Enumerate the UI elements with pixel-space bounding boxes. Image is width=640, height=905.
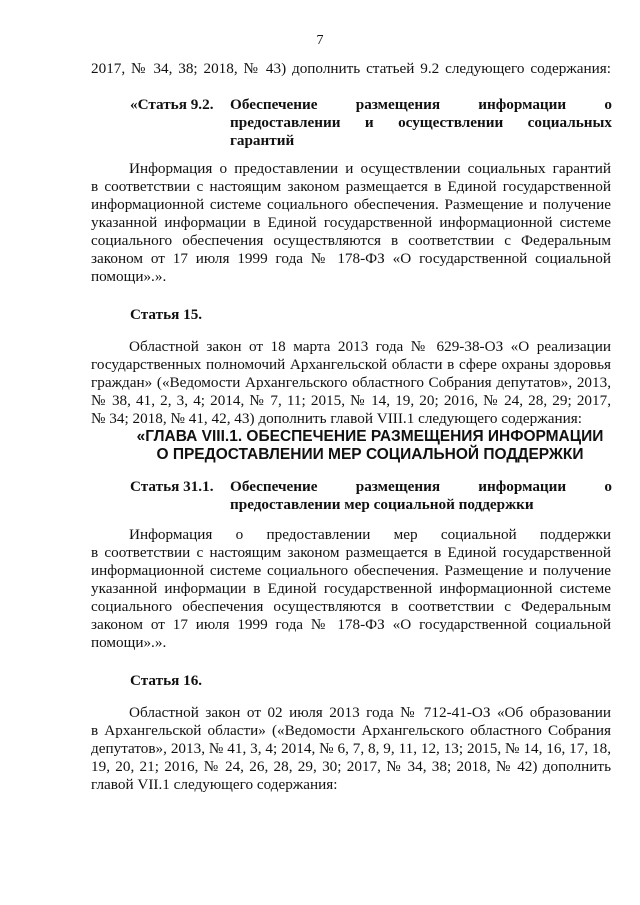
chapter-line: «ГЛАВА VIII.1. ОБЕСПЕЧЕНИЕ РАЗМЕЩЕНИЯ ИНФОРМАЦИИ bbox=[136, 428, 604, 445]
text-line: Областной закон от 02 июля 2013 года № 712-41-ОЗ «Об образовании bbox=[129, 704, 611, 721]
text-line: в Архангельской области» («Ведомости Архангельского областного Собрания bbox=[91, 722, 611, 739]
text-line: в соответствии с настоящим законом размещается в Единой государственной bbox=[91, 544, 611, 561]
text-line: указанной информации в Единой государственной информационной системе bbox=[91, 214, 611, 231]
text-line: Областной закон от 18 марта 2013 года № 629-38-ОЗ «О реализации bbox=[129, 338, 611, 355]
text-line: 19, 20, 21; 2016, № 24, 26, 28, 29, 30; 2017, № 34, 38; 2018, № 42) дополнить bbox=[91, 758, 611, 775]
article-16-paragraph bbox=[91, 704, 611, 794]
text-line: информационной системе социального обеспечения. Размещение и получение bbox=[91, 562, 611, 579]
text-line: главой VII.1 следующего содержания: bbox=[91, 776, 338, 793]
text-line: Информация о предоставлении мер социальной поддержки bbox=[129, 526, 611, 543]
chapter-line: О ПРЕДОСТАВЛЕНИИ МЕР СОЦИАЛЬНОЙ ПОДДЕРЖКИ bbox=[156, 446, 584, 463]
article-title bbox=[230, 96, 612, 150]
text-line: помощи».». bbox=[91, 634, 167, 651]
text-line: № 38, 41, 2, 3, 4; 2014, № 7, 11; 2015, № 14, 19, 20; 2016, № 24, 28, 29; 2017, bbox=[91, 392, 611, 409]
text-line: в соответствии с настоящим законом размещается в Единой государственной bbox=[91, 178, 611, 195]
text-line: граждан» («Ведомости Архангельского областного Собрания депутатов», 2013, bbox=[91, 374, 611, 391]
title-line: гарантий bbox=[230, 132, 295, 149]
text-line: социального обеспечения осуществляются в соответствии с Федеральным bbox=[91, 598, 611, 615]
text-line: законом от 17 июля 1999 года № 178-ФЗ «О государственной социальной bbox=[91, 616, 611, 633]
text-line: указанной информации в Единой государственной информационной системе bbox=[91, 580, 611, 597]
article-15-paragraph bbox=[91, 338, 611, 428]
intro-paragraph bbox=[91, 60, 611, 78]
title-line: предоставлении мер социальной поддержки bbox=[230, 496, 534, 513]
title-line: Обеспечение размещения информации о bbox=[230, 478, 612, 495]
text-line: депутатов», 2013, № 41, 3, 4; 2014, № 6, 7, 8, 9, 11, 12, 13; 2015, № 14, 16, 17, 18, bbox=[91, 740, 611, 757]
text-line: государственных полномочий Архангельской области в сфере охраны здоровья bbox=[91, 356, 611, 373]
text-line: информационной системе социального обеспечения. Размещение и получение bbox=[91, 196, 611, 213]
article-15-heading: Статья 15. bbox=[130, 306, 203, 323]
article-16-heading: Статья 16. bbox=[130, 672, 203, 689]
title-line: Обеспечение размещения информации о bbox=[230, 96, 612, 113]
article-title bbox=[230, 478, 612, 514]
title-line: предоставлении и осуществлении социальных bbox=[230, 114, 612, 131]
article-number: Статья 31.1. bbox=[130, 478, 214, 495]
text-line: законом от 17 июля 1999 года № 178-ФЗ «О государственной социальной bbox=[91, 250, 611, 267]
article-31-1-paragraph bbox=[91, 526, 611, 652]
article-number: «Статья 9.2. bbox=[130, 96, 214, 113]
text-line: социального обеспечения осуществляются в соответствии с Федеральным bbox=[91, 232, 611, 249]
page-number: 7 bbox=[316, 33, 324, 48]
text-line: Информация о предоставлении и осуществлении социальных гарантий bbox=[129, 160, 611, 177]
text-line: № 34; 2018, № 41, 42, 43) дополнить главой VIII.1 следующего содержания: bbox=[91, 410, 582, 427]
chapter-heading bbox=[120, 428, 620, 464]
text-line: помощи».». bbox=[91, 268, 167, 285]
article-9-2-paragraph bbox=[91, 160, 611, 286]
text-line: 2017, № 34, 38; 2018, № 43) дополнить статьей 9.2 следующего содержания: bbox=[91, 60, 611, 77]
